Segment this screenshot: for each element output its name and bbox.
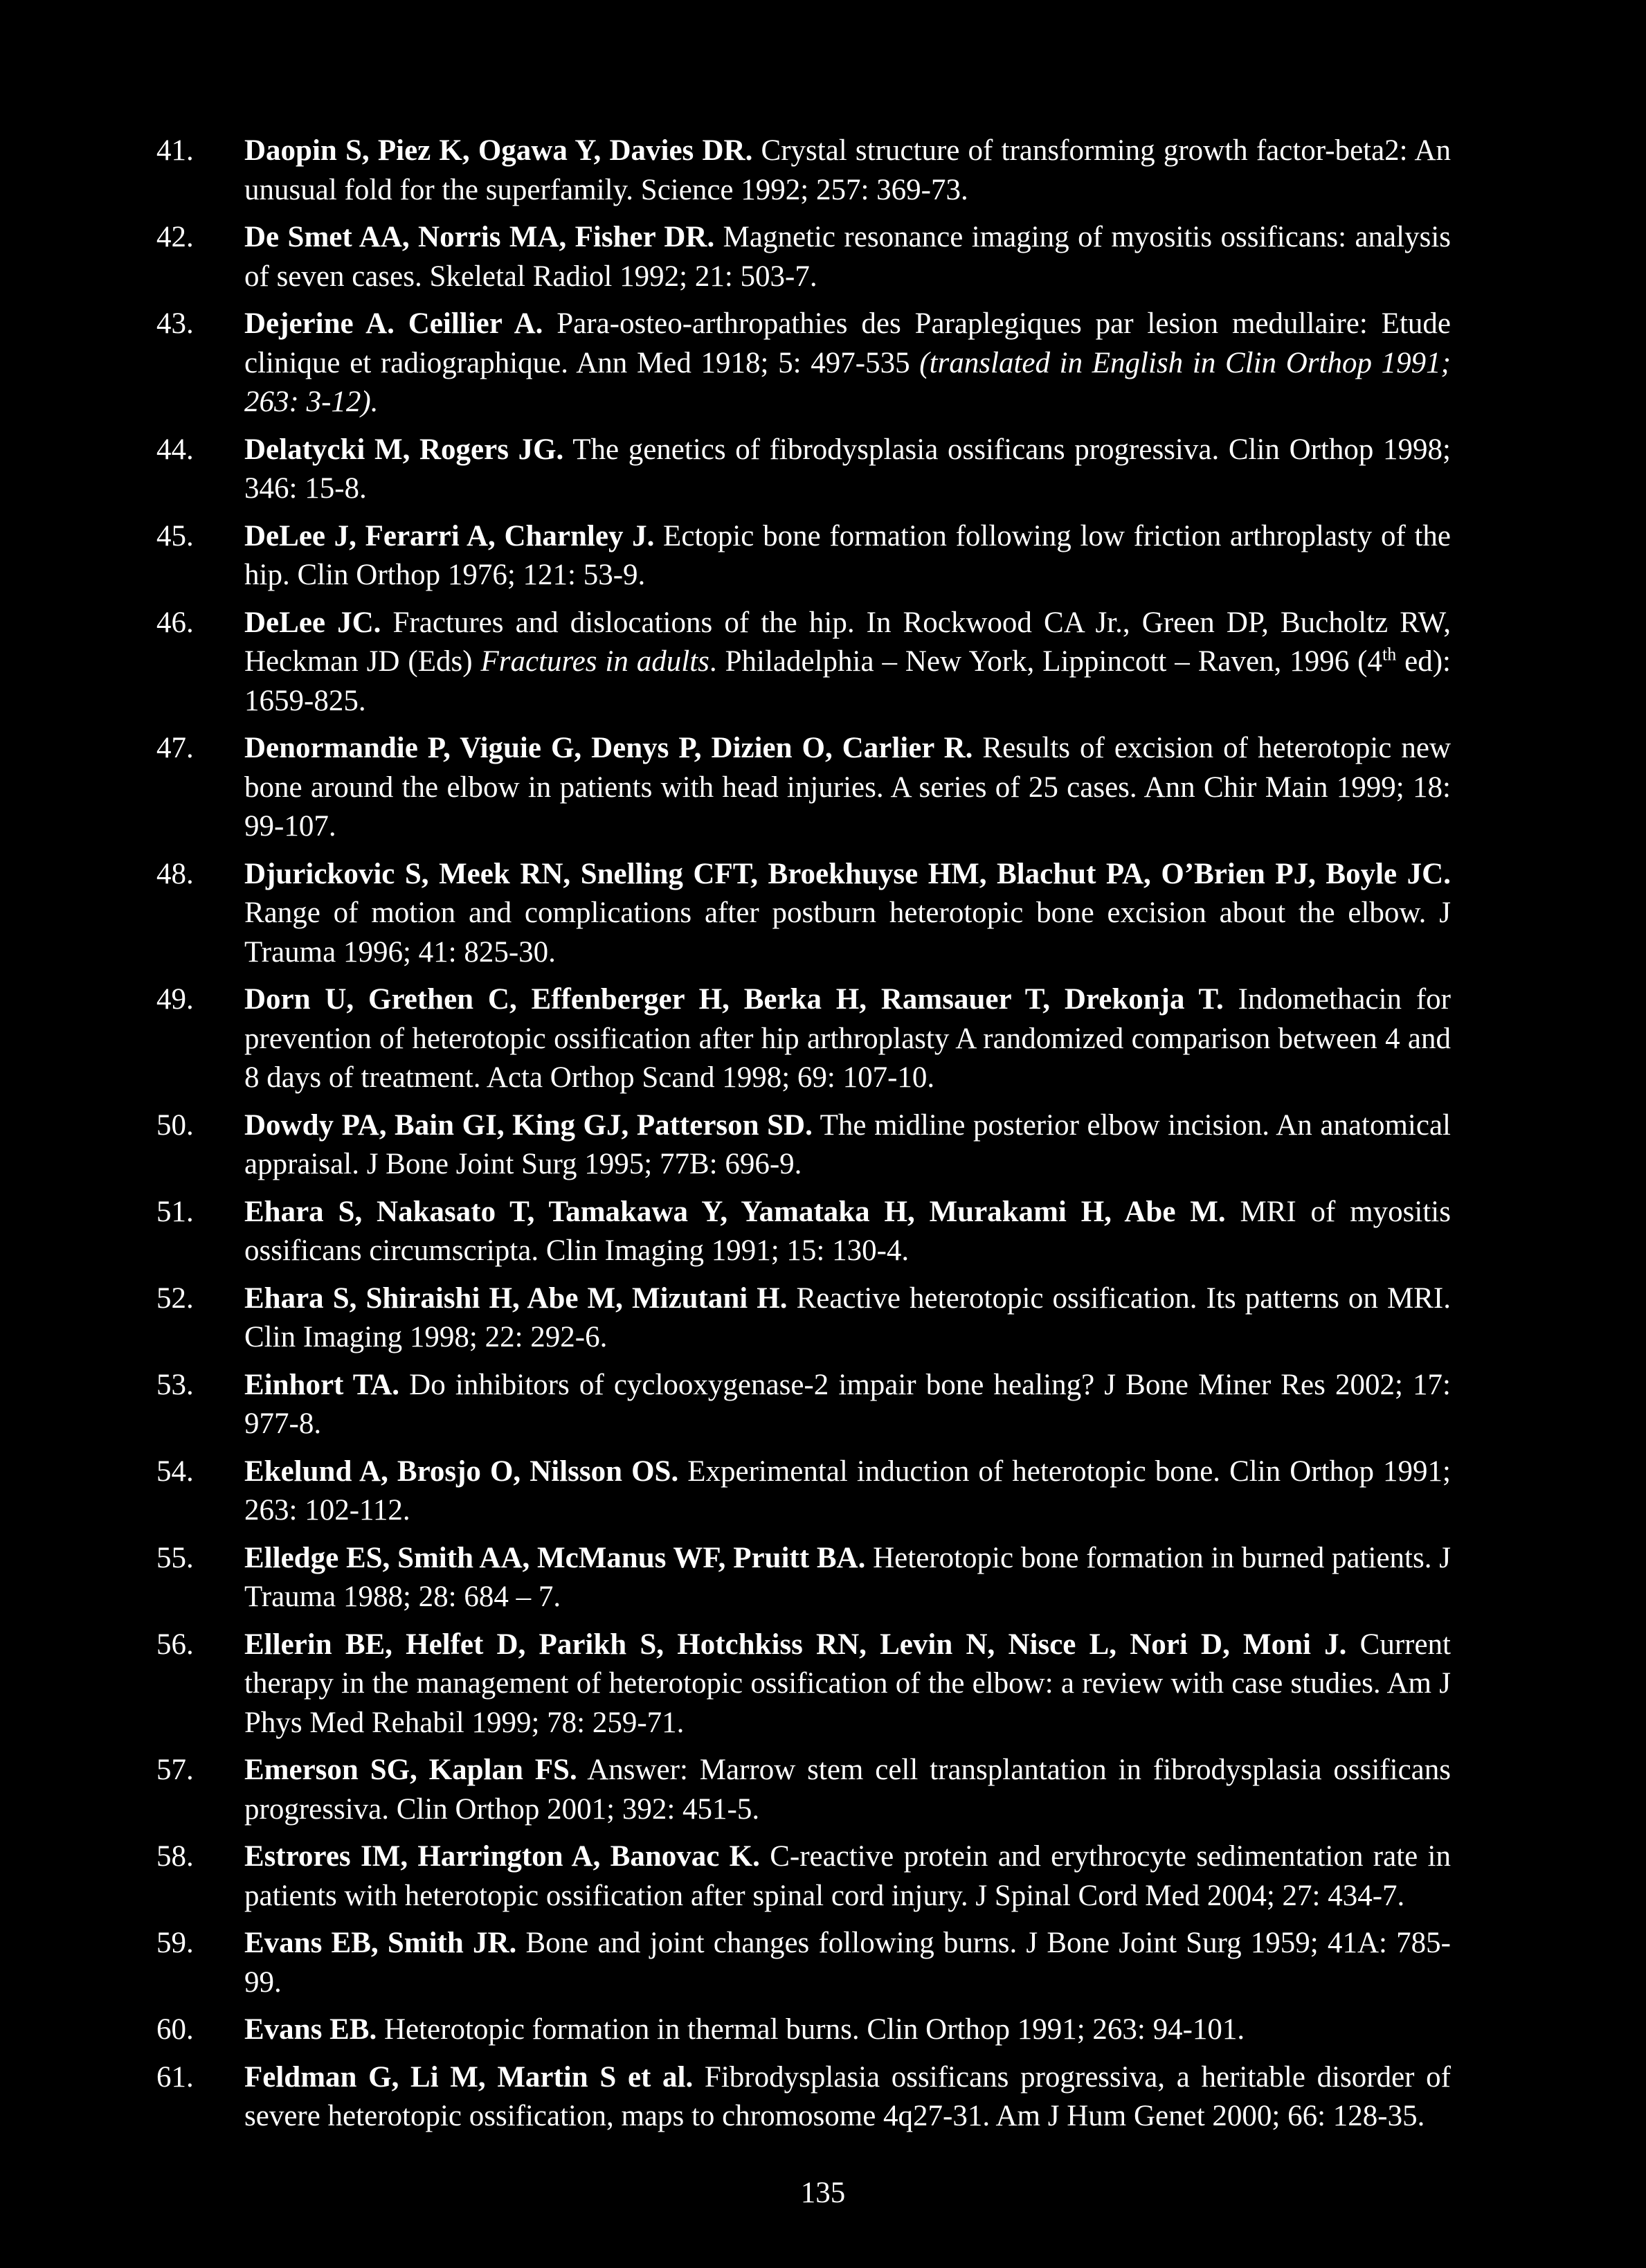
reference-citation: Para-osteo-arthropathies des Paraplegiques par lesion medullaire: Etude clinique et radiographique. Ann Med 1918; 5: 497-535 [244, 307, 1451, 379]
reference-item [156, 980, 1451, 1098]
reference-superscript: th [1382, 644, 1397, 665]
reference-citation: Fractures and dislocations of the hip. In Rockwood CA Jr., Green DP, Bucholtz RW, Heckman JD (Eds) [244, 606, 1451, 678]
reference-citation: Results of excision of heterotopic new bone around the elbow in patients with head injuries. A series of 25 cases. Ann Chir Main 1999; 18: 99-107. [244, 732, 1451, 843]
reference-authors: Estrores IM, Harrington A, Banovac K. [244, 1840, 760, 1873]
reference-item [156, 132, 1451, 210]
reference-number: 45. [156, 519, 194, 552]
reference-number: 53. [156, 1368, 194, 1401]
reference-list [156, 132, 1451, 2145]
reference-citation: Reactive heterotopic ossification. Its patterns on MRI. Clin Imaging 1998; 22: 292-6. [244, 1281, 1451, 1353]
reference-number: 46. [156, 606, 194, 639]
reference-number: 47. [156, 732, 194, 764]
reference-item [156, 305, 1451, 422]
reference-translation-note: (translated in English in Clin Orthop 1991; 263: 3-12). [244, 346, 1451, 418]
reference-citation: Heterotopic bone formation in burned patients. J Trauma 1988; 28: 684 – 7. [244, 1541, 1451, 1613]
reference-authors: Ellerin BE, Helfet D, Parikh S, Hotchkiss RN, Levin N, Nisce L, Nori D, Moni J. [244, 1628, 1347, 1661]
reference-item [156, 2010, 1451, 2050]
reference-authors: Ehara S, Shiraishi H, Abe M, Mizutani H. [244, 1281, 788, 1315]
reference-text [244, 1626, 1451, 1743]
reference-number: 59. [156, 1927, 194, 1959]
reference-item [156, 729, 1451, 847]
reference-authors: Dowdy PA, Bain GI, King GJ, Patterson SD. [244, 1108, 813, 1142]
reference-number: 52. [156, 1281, 194, 1315]
reference-item [156, 1193, 1451, 1271]
reference-number: 43. [156, 307, 194, 340]
reference-item [156, 1539, 1451, 1617]
reference-citation: C-reactive protein and erythrocyte sedimentation rate in patients with heterotopic ossification after spinal cord injury. J Spinal Cord Med 2004; 27: 434-7. [244, 1840, 1451, 1912]
reference-citation: Range of motion and complications after postburn heterotopic bone excision about the elbow. J Trauma 1996; 41: 825-30. [244, 897, 1451, 969]
reference-item [156, 517, 1451, 595]
reference-text [244, 1279, 1451, 1358]
reference-text [244, 1539, 1451, 1617]
reference-citation: Ectopic bone formation following low friction arthroplasty of the hip. Clin Orthop 1976; 121: 53-9. [244, 519, 1451, 591]
reference-number: 42. [156, 221, 194, 253]
reference-authors: Ehara S, Nakasato T, Tamakawa Y, Yamataka H, Murakami H, Abe M. [244, 1195, 1226, 1228]
reference-text [244, 980, 1451, 1098]
reference-item [156, 1626, 1451, 1743]
reference-citation: Answer: Marrow stem cell transplantation in fibrodysplasia ossificans progressiva. Clin Orthop 2001; 392: 451-5. [244, 1754, 1451, 1826]
reference-item [156, 1106, 1451, 1185]
reference-item [156, 1279, 1451, 1358]
reference-item [156, 1924, 1451, 2002]
reference-authors: Daopin S, Piez K, Ogawa Y, Davies DR. [244, 134, 753, 167]
reference-item [156, 855, 1451, 973]
reference-authors: Elledge ES, Smith AA, McManus WF, Pruitt BA. [244, 1541, 866, 1574]
reference-number: 49. [156, 983, 194, 1016]
reference-authors: Denormandie P, Viguie G, Denys P, Dizien O, Carlier R. [244, 732, 973, 764]
reference-citation: The genetics of fibrodysplasia ossificans progressiva. Clin Orthop 1998; 346: 15-8. [244, 433, 1451, 505]
reference-authors: Djurickovic S, Meek RN, Snelling CFT, Broekhuyse HM, Blachut PA, O’Brien PJ, Boyle JC. [244, 857, 1451, 890]
reference-item [156, 218, 1451, 296]
reference-authors: Dorn U, Grethen C, Effenberger H, Berka H, Ramsauer T, Drekonja T. [244, 983, 1224, 1016]
reference-authors: Evans EB. [244, 2013, 377, 2046]
reference-item [156, 1452, 1451, 1531]
reference-text [244, 1751, 1451, 1829]
reference-text [244, 132, 1451, 210]
reference-book-title: Fractures in adults [480, 645, 709, 678]
reference-number: 51. [156, 1195, 194, 1228]
reference-publisher: . Philadelphia – New York, Lippincott – Raven, 1996 (4 [709, 645, 1382, 678]
reference-text [244, 1366, 1451, 1444]
reference-authors: Emerson SG, Kaplan FS. [244, 1754, 577, 1786]
reference-text [244, 729, 1451, 847]
reference-citation: The midline posterior elbow incision. An anatomical appraisal. J Bone Joint Surg 1995; 77B: 696-9. [244, 1108, 1451, 1180]
reference-text [244, 431, 1451, 509]
reference-citation: Magnetic resonance imaging of myositis ossificans: analysis of seven cases. Skeletal Radiol 1992; 21: 503-7. [244, 221, 1451, 293]
reference-number: 55. [156, 1541, 194, 1574]
reference-number: 57. [156, 1754, 194, 1786]
reference-citation: Current therapy in the management of heterotopic ossification of the elbow: a review with case studies. Am J Phys Med Rehabil 1999; 78: 259-71. [244, 1628, 1451, 1739]
reference-authors: De Smet AA, Norris MA, Fisher DR. [244, 221, 715, 253]
reference-text [244, 1924, 1451, 2002]
reference-text [244, 218, 1451, 296]
page-number: 135 [800, 2177, 846, 2209]
reference-text [244, 2010, 1451, 2050]
reference-number: 61. [156, 2060, 194, 2094]
reference-item [156, 431, 1451, 509]
reference-text [244, 1193, 1451, 1271]
reference-authors: Delatycki M, Rogers JG. [244, 433, 564, 466]
reference-citation: Heterotopic formation in thermal burns. Clin Orthop 1991; 263: 94-101. [377, 2013, 1245, 2046]
reference-text [244, 2058, 1451, 2136]
reference-authors: Evans EB, Smith JR. [244, 1927, 517, 1959]
reference-item [156, 1837, 1451, 1916]
reference-item [156, 2058, 1451, 2136]
reference-item [156, 604, 1451, 721]
reference-citation: Indomethacin for prevention of heterotopic ossification after hip arthroplasty A randomized comparison between 4 and 8 days of treatment. Acta Orthop Scand 1998; 69: 107-10. [244, 983, 1451, 1094]
reference-text [244, 855, 1451, 973]
reference-citation: Crystal structure of transforming growth factor-beta2: An unusual fold for the superfamily. Science 1992; 257: 369-73. [244, 134, 1451, 206]
reference-number: 44. [156, 433, 194, 466]
reference-number: 48. [156, 857, 194, 890]
reference-number: 41. [156, 134, 194, 167]
reference-number: 58. [156, 1840, 194, 1873]
reference-authors: Einhort TA. [244, 1368, 400, 1401]
reference-number: 56. [156, 1628, 194, 1661]
reference-text [244, 1837, 1451, 1916]
reference-text [244, 305, 1451, 422]
reference-item [156, 1366, 1451, 1444]
reference-citation: Do inhibitors of cyclooxygenase-2 impair bone healing? J Bone Miner Res 2002; 17: 977-8. [244, 1368, 1451, 1440]
reference-citation: MRI of myositis ossificans circumscripta. Clin Imaging 1991; 15: 130-4. [244, 1195, 1451, 1267]
reference-text [244, 1452, 1451, 1531]
reference-edition-pages: ed): 1659-825. [244, 645, 1451, 717]
reference-text [244, 1106, 1451, 1185]
reference-text [244, 517, 1451, 595]
reference-citation: Experimental induction of heterotopic bone. Clin Orthop 1991; 263: 102-112. [244, 1455, 1451, 1527]
reference-authors: Ekelund A, Brosjo O, Nilsson OS. [244, 1455, 679, 1488]
reference-number: 54. [156, 1455, 194, 1488]
reference-citation: Bone and joint changes following burns. J Bone Joint Surg 1959; 41A: 785-99. [244, 1927, 1451, 1999]
reference-citation: Fibrodysplasia ossificans progressiva, a heritable disorder of severe heterotopic ossification, maps to chromosome 4q27-31. Am J Hum Genet 2000; 66: 128-35. [244, 2060, 1451, 2132]
reference-authors: Dejerine A. Ceillier A. [244, 307, 543, 340]
reference-authors: DeLee J, Ferarri A, Charnley J. [244, 519, 655, 552]
reference-authors: Feldman G, Li M, Martin S et al. [244, 2060, 694, 2094]
reference-text [244, 604, 1451, 721]
reference-item [156, 1751, 1451, 1829]
reference-number: 60. [156, 2013, 194, 2046]
reference-authors: DeLee JC. [244, 606, 381, 639]
reference-number: 50. [156, 1108, 194, 1142]
